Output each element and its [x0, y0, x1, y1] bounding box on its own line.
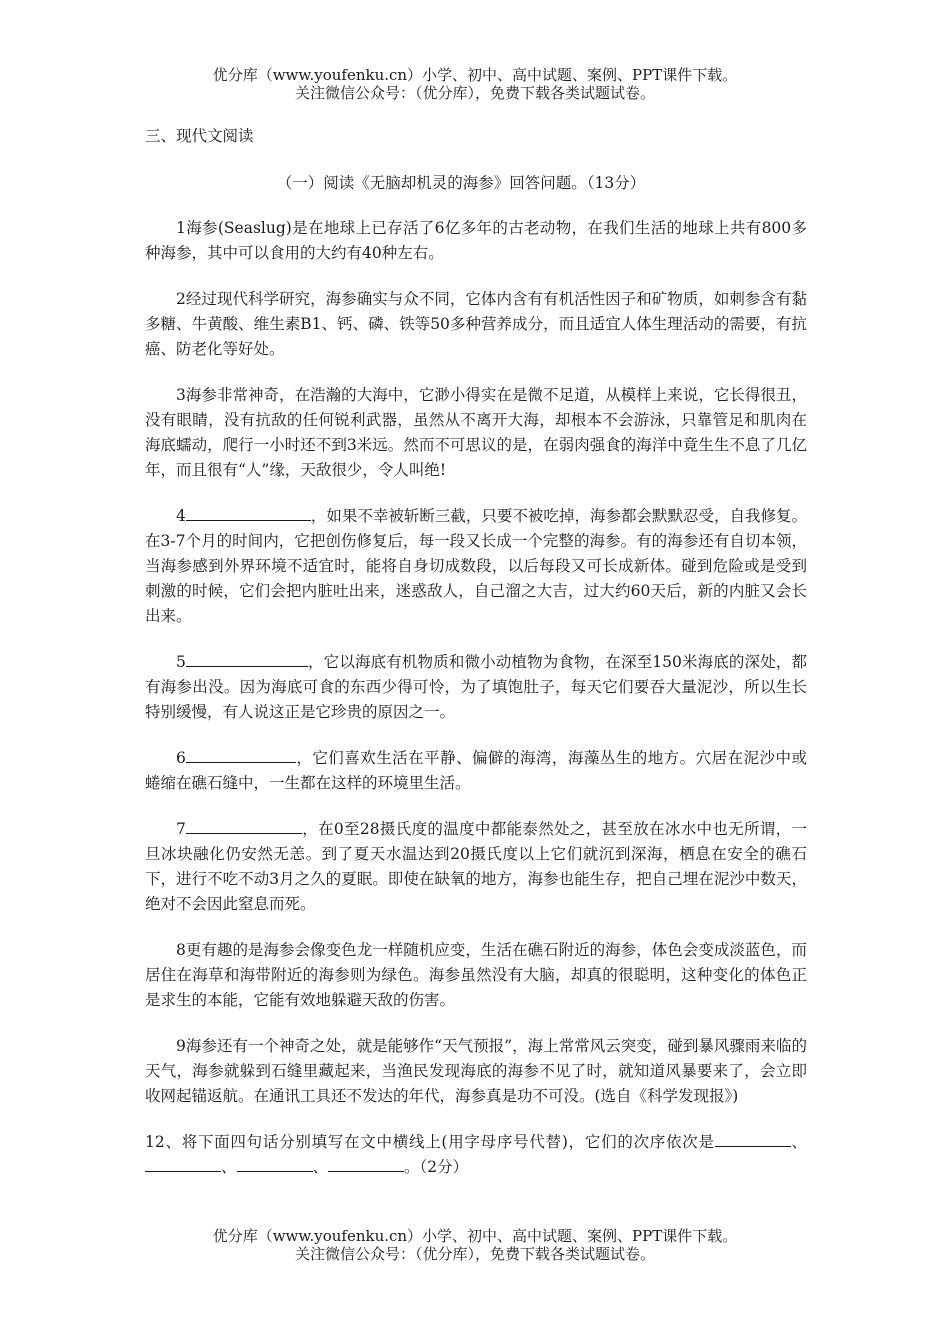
- paragraph-7: [145, 817, 807, 917]
- page-footer: [0, 1227, 950, 1263]
- paragraph-9: 9海参还有一个神奇之处，就是能够作“天气预报”，海上常常风云突变，碰到暴风骤雨来临的天气，海参就躲到石缝里藏起来，当渔民发现海底的海参不见了时，就知道风暴要来了，会立即收网起锚返航。在通讯工具还不发达的年代，海参真是功不可没。(选自《科学发现报》): [145, 1037, 807, 1105]
- header-line-1: 优分库（www.youfenku.cn）小学、初中、高中试题、案例、PPT课件下载。: [212, 66, 738, 84]
- answer-separator-1: 、: [790, 1133, 807, 1151]
- question-12-score: 。（2分）: [404, 1158, 469, 1176]
- paragraph-4-number: 4: [176, 507, 186, 525]
- answer-blank-1: [715, 1130, 791, 1147]
- answer-separator-2: 、: [221, 1158, 237, 1176]
- paragraph-5-text: ，它以海底有机物质和微小动植物为食物，在深至150米海底的深处，都有海参出没。因为海底可食的东西少得可怜，为了填饱肚子，每天它们要吞大量泥沙，所以生长特别缓慢，有人说这正是它珍贵的原因之一。: [145, 653, 807, 721]
- paragraph-1: 1海参(Seaslug)是在地球上已存活了6亿多年的古老动物，在我们生活的地球上共有800多种海参，其中可以食用的大约有40种左右。: [145, 219, 807, 262]
- reading-section: [145, 124, 807, 1180]
- header-line-2: 关注微信公众号：（优分库），免费下载各类试题试卷。: [294, 84, 655, 102]
- question-12-text: 12、将下面四句话分别填写在文中横线上(用字母序号代替)，它们的次序依次是: [145, 1133, 715, 1151]
- paragraph-5-number: 5: [176, 653, 186, 671]
- footer-line-1: 优分库（www.youfenku.cn）小学、初中、高中试题、案例、PPT课件下载。: [212, 1227, 738, 1245]
- answer-separator-3: 、: [312, 1158, 329, 1176]
- paragraph-6-number: 6: [176, 749, 186, 767]
- fill-blank-7: [186, 817, 302, 834]
- page-header: [0, 66, 950, 102]
- answer-blank-3: [237, 1155, 313, 1172]
- footer-line-2: 关注微信公众号：（优分库），免费下载各类试题试卷。: [294, 1245, 655, 1263]
- answer-blank-4: [328, 1155, 404, 1172]
- paragraph-6: [145, 746, 807, 796]
- fill-blank-4: [186, 504, 311, 521]
- paragraph-6-text: ，它们喜欢生活在平静、偏僻的海湾，海藻丛生的地方。穴居在泥沙中或蜷缩在礁石缝中，一生都在这样的环境里生活。: [145, 749, 807, 792]
- section-title: 三、现代文阅读: [145, 127, 254, 145]
- paragraph-7-number: 7: [176, 820, 186, 838]
- paragraph-2: 2经过现代科学研究，海参确实与众不同，它体内含有有机活性因子和矿物质，如刺参含有黏多糖、牛黄酸、维生素B1、钙、磷、铁等50多种营养成分，而且适宜人体生理活动的需要，有抗癌、防老化等好处。: [145, 290, 807, 358]
- fill-blank-6: [186, 746, 296, 763]
- question-12: [145, 1130, 807, 1180]
- paragraph-7-text: ，在0至28摄氏度的温度中都能泰然处之，甚至放在冰水中也无所谓，一旦冰块融化仍安然无恙。到了夏天水温达到20摄氏度以上它们就沉到深海，栖息在安全的礁石下，进行不吃不动3月之久的夏眠。即使在缺氧的地方，海参也能生存，把自己埋在泥沙中数天，绝对不会因此窒息而死。: [145, 820, 807, 913]
- answer-blank-2: [145, 1155, 221, 1172]
- paragraph-4-text: ，如果不幸被斩断三截，只要不被吃掉，海参都会默默忍受，自我修复。在3-7个月的时间内，它把创伤修复后，每一段又长成一个完整的海参。有的海参还有自切本领，当海参感到外界环境不适宜时，能将自身切成数段，以后每段又可长成新体。碰到危险或是受到刺激的时候，它们会把内脏吐出来，迷惑敌人，自己溜之大吉，过大约60天后，新的内脏又会长出来。: [145, 507, 807, 625]
- passage-subtitle: （一）阅读《无脑却机灵的海参》回答问题。（13分）: [276, 174, 646, 192]
- paragraph-8: 8更有趣的是海参会像变色龙一样随机应变，生活在礁石附近的海参，体色会变成淡蓝色，而居住在海草和海带附近的海参则为绿色。海参虽然没有大脑，却真的很聪明，这种变化的体色正是求生的本能，它能有效地躲避天敌的伤害。: [145, 941, 807, 1009]
- paragraph-5: [145, 650, 807, 725]
- paragraph-4: [145, 504, 807, 629]
- fill-blank-5: [186, 650, 308, 667]
- paragraph-3: 3海参非常神奇，在浩瀚的大海中，它渺小得实在是微不足道，从模样上来说，它长得很丑，没有眼睛，没有抗敌的任何锐利武器，虽然从不离开大海，却根本不会游泳，只靠管足和肌肉在海底蠕动，爬行一小时还不到3米远。然而不可思议的是，在弱肉强食的海洋中竟生生不息了几亿年，而且很有“人”缘，天敌很少，令人叫绝!: [145, 386, 807, 479]
